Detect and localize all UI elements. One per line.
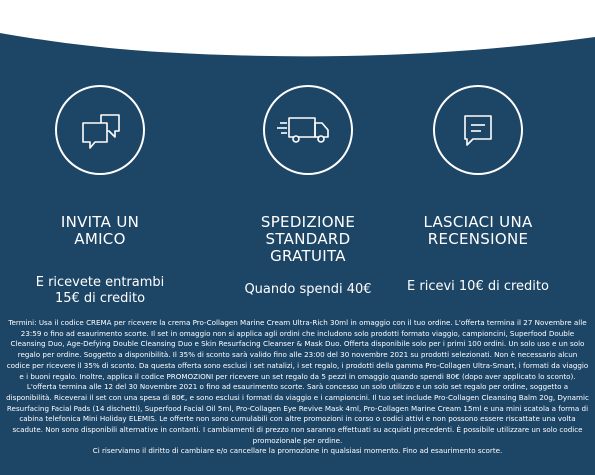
terms-footer: Ci riserviamo il diritto di cambiare e/o cancellare la promozione in qualsiasi momento. Fino ad esaurimento scorte. — [92, 446, 503, 456]
feature-title: INVITA UN AMICO — [60, 213, 140, 248]
feature-free-shipping — [233, 85, 383, 297]
feature-title: LASCIACI UNA RECENSIONE — [423, 213, 533, 248]
delivery-truck-icon — [263, 85, 353, 175]
feature-leave-review — [403, 85, 553, 294]
feature-description: E ricevete entrambi 15€ di credito — [35, 275, 165, 306]
feature-invite-friend — [25, 85, 175, 306]
message-bubble-icon — [433, 85, 523, 175]
terms-and-conditions — [6, 318, 589, 457]
feature-description: Quando spendi 40€ — [244, 282, 372, 297]
feature-description: E ricevi 10€ di credito — [407, 279, 549, 294]
chat-bubbles-icon — [55, 85, 145, 175]
terms-text: Termini: Usa il codice CREMA per ricevere la crema Pro-Collagen Marine Cream Ultra-Rich 30ml in omaggio con il tuo ordine. L'offerta termina il 27 Novembre alle 23:59 o fino ad esaurimento scorte. Il set in omaggio non si applica agli ordini che includono solo prodotti formato viaggio, campioncini, Superfood Double Cleansing Duo, Age-Defying Double Cleansing Duo e Skin Resurfacing Cleanser & Mask Duo. Offerta disponibile solo per i primi 100 ordini. Un solo uso e un solo regalo per ordine. Soggetto a disponibilità. Il 35% di sconto sarà valido fino alle 23:00 del 30 novembre 2021 su prodotti selezionati. Non è necessario alcun codice per ricevere il 35% di sconto. Da questa offerta sono esclusi i set natalizi, i set regalo, i prodotti della gamma Pro-Collagen Ultra-Smart, i formati da viaggio e i buoni regalo. Inoltre, applica il codice PROMOZIONI per ricevere un set regalo da 5 pezzi in omaggio quando spendi 80€ (dopo aver applicato lo sconto). L'offerta termina alle 12 del 30 Novembre 2021 o fino ad esaurimento scorte. Sarà concesso un solo utilizzo e un solo set regalo per ordine, soggetto a disponibilità. Riceverai il set con una spesa di 80€, e sono esclusi i formati da viaggio e i campioncini. Il tuo set include Pro-Collagen Cleansing Balm 20g, Dynamic Resurfacing Facial Pads (14 dischetti), Superfood Facial Oil 5ml, Pro-Collagen Eye Revive Mask 4ml, Pro-Collagen Marine Cream 15ml e una mini scatola a forma di cabina telefonica Mini Holiday ELEMIS. Le offerte non sono cumulabili con altre promozioni in corso o codici attivi e non possono essere riscattate una volta scadute. Non sono disponibili alternative in contanti. I cambiamenti di prezzo non saranno effettuati su acquisti precedenti. È possibile utilizzare un solo codice promozionale per ordine. — [6, 318, 589, 445]
feature-title: SPEDIZIONE STANDARD GRATUITA — [260, 213, 356, 265]
